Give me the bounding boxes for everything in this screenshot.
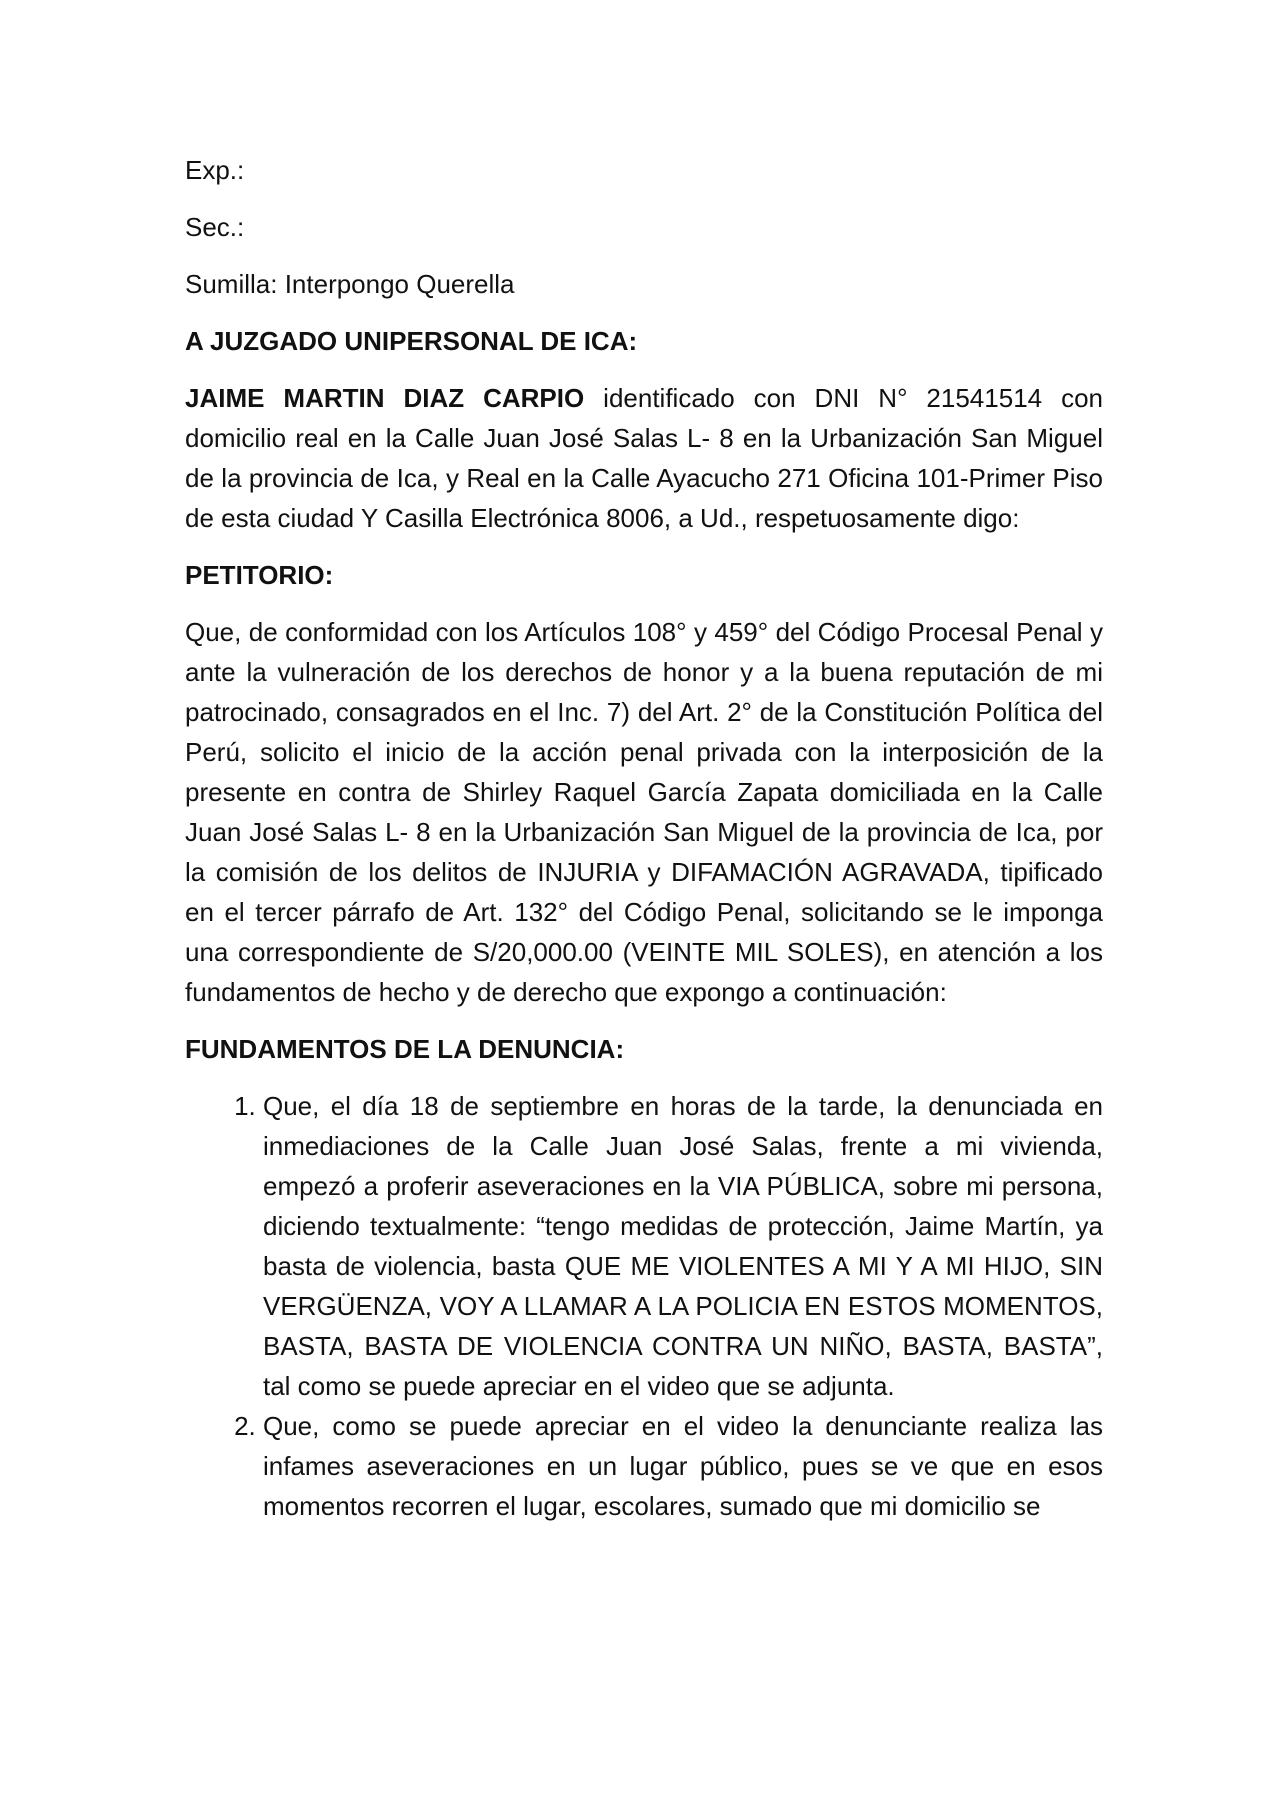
plaintiff-name: JAIME MARTIN DIAZ CARPIO xyxy=(185,383,585,413)
petitorio-paragraph: Que, de conformidad con los Artículos 108° y 459° del Código Procesal Penal y ante la vulneración de los derechos de honor y a la buena reputación de mi patrocinado, consagrados en el Inc. 7) del Art. 2° de la Constitución Política del Perú, solicito el inicio de la acción penal privada con la interposición de la presente en contra de Shirley Raquel García Zapata domiciliada en la Calle Juan José Salas L- 8 en la Urbanización San Miguel de la provincia de Ica, por la comisión de los delitos de INJURIA y DIFAMACIÓN AGRAVADA, tipificado en el tercer párrafo de Art. 132° del Código Penal, solicitando se le imponga una correspondiente de S/20,000.00 (VEINTE MIL SOLES), en atención a los fundamentos de hecho y de derecho que expongo a continuación: xyxy=(185,617,1103,1007)
list-item: 1. Que, el día 18 de septiembre en horas de la tarde, la denunciada en inmediaciones de la Calle Juan José Salas, frente a mi vivienda, empezó a proferir aseveraciones en la VIA PÚBLICA, sobre mi persona, diciendo textualmente: “tengo medidas de protección, Jaime Martín, ya basta de violencia, basta QUE ME VIOLENTES A MI Y A MI HIJO, SIN VERGÜENZA, VOY A LLAMAR A LA POLICIA EN ESTOS MOMENTOS, BASTA, BASTA DE VIOLENCIA CONTRA UN NIÑO, BASTA, BASTA”, tal como se puede apreciar en el video que se adjunta. xyxy=(263,1086,1103,1406)
intro-paragraph xyxy=(185,378,1103,538)
sumilla-line: Sumilla: Interpongo Querella xyxy=(185,269,515,299)
secretario-label: Sec.: xyxy=(185,212,245,242)
list-item: 2. Que, como se puede apreciar en el video la denunciante realiza las infames aseveraciones en un lugar público, pues se ve que en esos momentos recorren el lugar, escolares, sumado que mi domicilio se xyxy=(263,1406,1103,1526)
addressee-heading: A JUZGADO UNIPERSONAL DE ICA: xyxy=(185,326,638,356)
document-page xyxy=(185,150,1103,1526)
petitorio-heading: PETITORIO: xyxy=(185,560,334,590)
fundamentos-list xyxy=(185,1086,1103,1526)
expediente-label: Exp.: xyxy=(185,155,245,185)
intro-text: identificado con DNI N° 21541514 con domicilio real en la Calle Juan José Salas L- 8 en la Urbanización San Miguel de la provincia de Ica, y Real en la Calle Ayacucho 271 Oficina 101-Primer Piso de esta ciudad Y Casilla Electrónica 8006, a Ud., respetuosamente digo: xyxy=(185,383,1103,533)
fundamentos-heading: FUNDAMENTOS DE LA DENUNCIA: xyxy=(185,1034,625,1064)
